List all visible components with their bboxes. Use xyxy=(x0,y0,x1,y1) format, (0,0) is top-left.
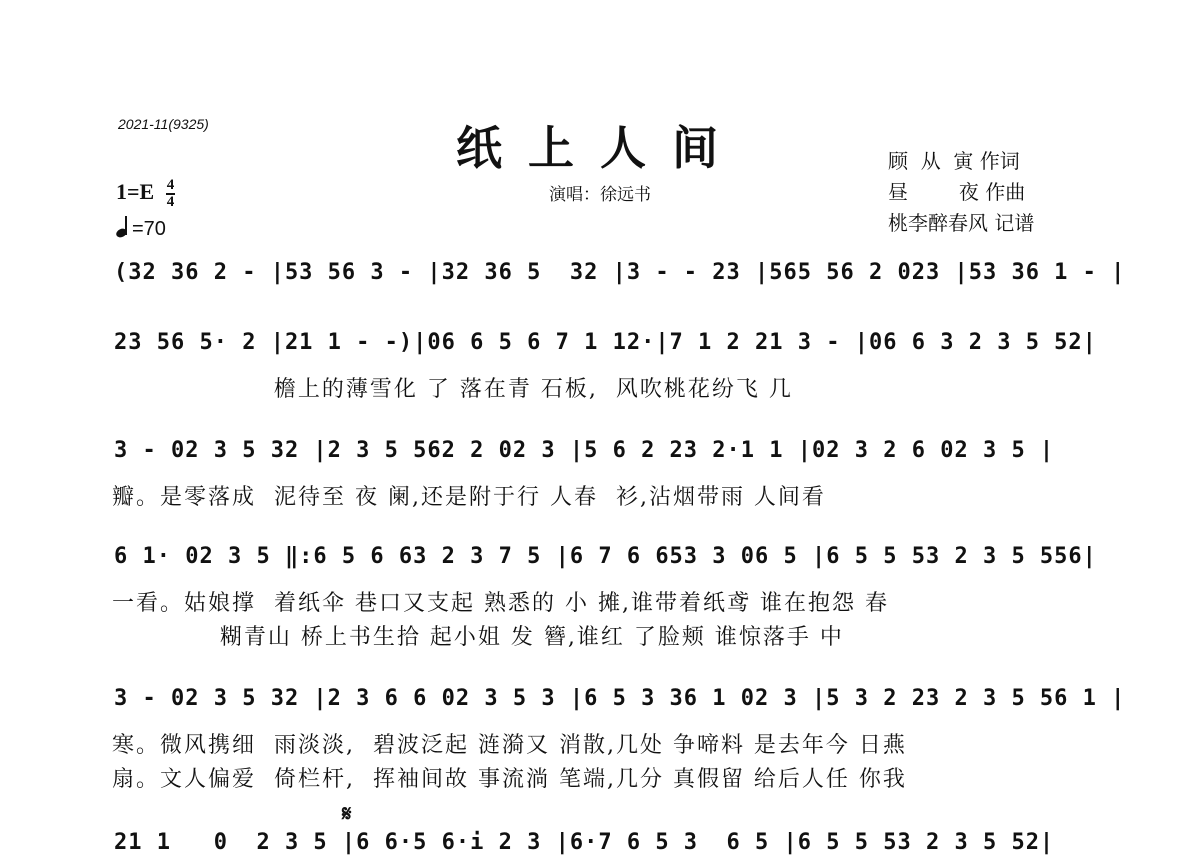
lyric-line-4: 糊青山 桥上书生拾 起小姐 发 簪,谁红 了脸颊 谁惊落手 中 xyxy=(112,625,844,650)
music-line-6: 21 1 0 2 3 5 |6 6·5 6·i 2 3 |6·7 6 5 3 6 5 |6 5 5 53 2 3 5 52| xyxy=(114,830,1055,855)
tempo-value: =70 xyxy=(132,218,166,240)
quarter-note-icon xyxy=(116,216,130,238)
credits-block xyxy=(888,146,1034,239)
music-line-2: 23 56 5· 2 |21 1 - -)|06 6 5 6 7 1 12·|7 1 2 21 3 - |06 6 3 2 3 5 52| xyxy=(114,330,1097,355)
song-title: 纸上人间 xyxy=(456,121,744,175)
music-line-4: 6 1· 02 3 5 ‖:6 5 6 63 2 3 7 5 |6 7 6 653 3 06 5 |6 5 5 53 2 3 5 556| xyxy=(114,544,1097,569)
transcriber-credit: 桃李醉春风 记谱 xyxy=(888,211,1035,235)
time-signature-bottom: 4 xyxy=(166,194,175,210)
lyric-line-5: 寒。微风携细 雨淡淡, 碧波泛起 涟漪又 消散,几处 争啼料 是去年今 日燕 xyxy=(112,733,907,758)
key-label: 1=E xyxy=(116,179,155,205)
composer-credit: 昼 夜 作曲 xyxy=(888,180,1026,204)
serial-number: 2021-11(9325) xyxy=(118,116,209,132)
singer-credit: 演唱：徐远书 xyxy=(549,185,651,205)
key-signature xyxy=(116,178,175,210)
tempo-marking xyxy=(116,216,166,241)
lyric-line-6: 扇。文人偏爱 倚栏杆, 挥袖间故 事流淌 笔端,几分 真假留 给后人任 你我 xyxy=(112,767,907,792)
lyric-line-2: 瓣。是零落成 泥待至 夜 阑,还是附于行 人春 衫,沾烟带雨 人间看 xyxy=(112,485,826,510)
music-line-1: (32 36 2 - |53 56 3 - |32 36 5 32 |3 - - 23 |565 56 2 023 |53 36 1 - | xyxy=(114,260,1126,285)
music-line-3: 3 - 02 3 5 32 |2 3 5 562 2 02 3 |5 6 2 23 2·1 1 |02 3 2 6 02 3 5 | xyxy=(114,438,1055,463)
lyricist-credit: 顾 从 寅 作词 xyxy=(888,149,1020,173)
lyric-line-3: 一看。姑娘撑 着纸伞 巷口又支起 熟悉的 小 摊,谁带着纸鸢 谁在抱怨 春 xyxy=(112,591,889,616)
time-signature xyxy=(166,178,176,210)
segno-icon: 𝄋 xyxy=(342,801,352,827)
lyric-line-1: 檐上的薄雪化 了 落在青 石板, 风吹桃花纷飞 几 xyxy=(112,377,793,402)
music-line-5: 3 - 02 3 5 32 |2 3 6 6 02 3 5 3 |6 5 3 36 1 02 3 |5 3 2 23 2 3 5 56 1 | xyxy=(114,686,1126,711)
time-signature-top: 4 xyxy=(166,177,175,193)
